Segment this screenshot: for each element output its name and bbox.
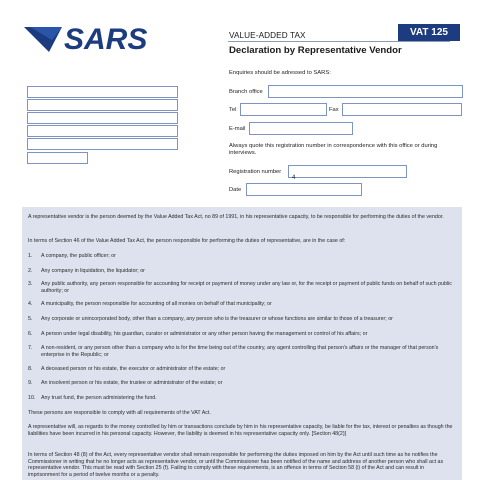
email-label: E-mail [229, 126, 246, 132]
registration-value: 4 [292, 175, 296, 181]
logo-text: SARS [64, 23, 148, 56]
list-item: Any trust fund, the person administering the fund. [41, 395, 157, 401]
info-responsible: These persons are responsible to comply with all requirements of the VAT Act. [28, 410, 211, 416]
item-number: 7. [28, 345, 33, 351]
item-number: 8. [28, 366, 33, 372]
fax-value [343, 113, 346, 119]
email-value [250, 132, 253, 138]
date-field[interactable] [246, 183, 362, 196]
date-label: Date [229, 187, 242, 193]
tel-label: Tel [229, 107, 237, 113]
list-item: A company, the public officer; or [41, 253, 116, 259]
branch-office-field[interactable] [268, 85, 463, 98]
item-number: 6. [28, 331, 33, 337]
branch-office-label: Branch office [229, 89, 263, 95]
fax-field[interactable] [342, 103, 462, 116]
form-title: VALUE-ADDED TAX [229, 31, 306, 40]
list-item: A deceased person or his estate, the executor or administrator of the estate; or [41, 366, 226, 372]
list-item: Any company in liquidation, the liquidator; or [41, 268, 145, 274]
item-number: 1. [28, 253, 33, 259]
registration-label: Registration number [229, 169, 282, 175]
postal-code-box[interactable] [27, 152, 88, 164]
item-number: 4. [28, 301, 33, 307]
form-code-badge: VAT 125 [398, 24, 460, 41]
quote-note: Always quote this registration number in correspondence with this office or during interviews. [229, 143, 438, 156]
tel-value [241, 113, 244, 119]
sars-logo [22, 18, 152, 58]
list-item: A non-resident, or any person other than a company who is for the time being out of the country, any agent controlling that person's affairs or the manager of that person's enterprise in the Republic; or [41, 345, 439, 358]
enquiries-label: Enquiries should be adressed to SARS: [229, 70, 331, 76]
branch-office-value [269, 95, 272, 101]
list-item: Any corporate or unincorporated body, other than a company, any person who is the treasurer or whose functions are similar to those of a treasurer; or [41, 316, 393, 322]
address-line-3[interactable] [27, 112, 178, 124]
info-panel [22, 207, 462, 480]
list-item: A person under legal disability, his guardian, curator or administrator or any other person having the management or control of his affairs; or [41, 331, 368, 337]
info-liability: A representative will, as regards to the money controlled by him or transactions conclude by him in his representative capacity, be liable for the tax, interest or penalties as though the liabilities have been incurred in his personal capacity. However, the liability is deemed in his representative capacity only. [Section 48(2)] [28, 424, 453, 437]
email-field[interactable] [249, 122, 353, 135]
item-number: 3. [28, 281, 33, 287]
item-number: 10. [28, 395, 36, 401]
info-intro: A representative vendor is the person deemed by the Value Added Tax Act, no 89 of 1991, in his representative capacity, to be responsible for performing the duties of the vendor. [28, 214, 444, 220]
item-number: 9. [28, 380, 33, 386]
fax-label: Fax [329, 107, 339, 113]
date-value [247, 193, 250, 199]
address-line-2[interactable] [27, 99, 178, 111]
info-section48: In terms of Section 48 (8) of the Act, every representative vendor shall remain responsible for performing the duties imposed on him by the Act until such time as he notifies the Commissioner in writing that he no longer acts as representative vendor, or until the Commissioner has been notified of the name and address of another person who shall act as representative vendor. This must be read with Section 25 (f). Failing to comply with these requirements, is an offence in terms of Section 58 (i) of the Act and can result in imprisonment for a period of twelve months or a penalty. [28, 452, 444, 478]
address-line-1[interactable] [27, 86, 178, 98]
list-item: An insolvent person or his estate, the trustee or administrator of the estate; or [41, 380, 223, 386]
tel-field[interactable] [240, 103, 327, 116]
header-divider [228, 41, 450, 42]
list-item: Any public authority, any person responsible for accounting for receipt or payment of money under any law or, for the receipt or payment of public funds on behalf of such public authority; or [41, 281, 452, 294]
address-line-4[interactable] [27, 125, 178, 137]
item-number: 2. [28, 268, 33, 274]
item-number: 5. [28, 316, 33, 322]
list-item: A municipality, the person responsible for accounting of all monies on behalf of that municipality; or [41, 301, 272, 307]
address-line-5[interactable] [27, 138, 178, 150]
registration-field[interactable] [288, 165, 407, 181]
info-section46: In terms of Section 46 of the Value Added Tax Act, the person responsible for performing the duties of representative, are in the case of: [28, 238, 346, 244]
form-subtitle: Declaration by Representative Vendor [229, 45, 402, 56]
